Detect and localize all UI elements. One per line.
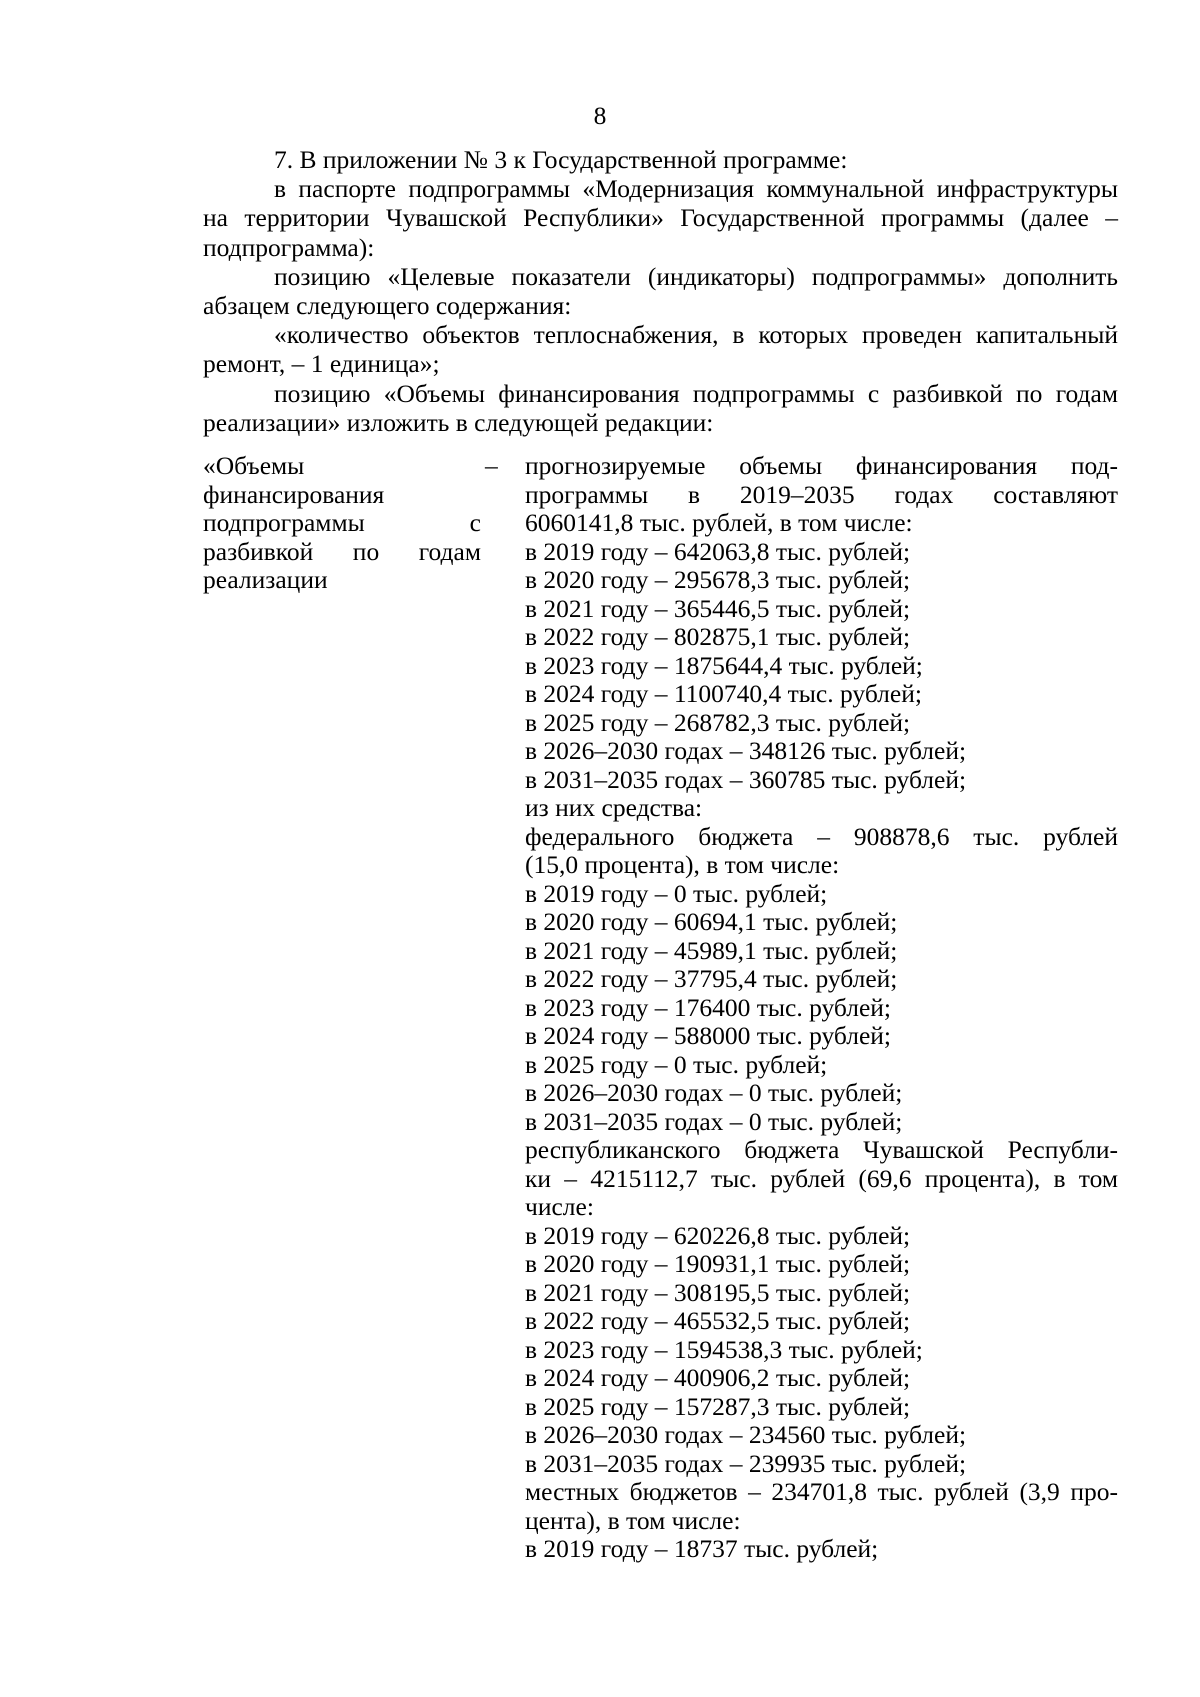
funding-line: ки – 4215112,7 тыс. рублей (69,6 процента), в том bbox=[525, 1163, 1118, 1193]
funding-line: в 2024 году – 588000 тыс. рублей; bbox=[525, 1021, 892, 1050]
funding-line: (15,0 процента), в том числе: bbox=[525, 850, 840, 879]
funding-line: в 2021 году – 308195,5 тыс. рублей; bbox=[525, 1277, 911, 1307]
funding-line: в 2021 году – 45989,1 тыс. рублей; bbox=[525, 935, 898, 965]
funding-line: республиканского бюджета Чувашской Республи- bbox=[525, 1135, 1118, 1164]
funding-line: в 2023 году – 176400 тыс. рублей; bbox=[525, 992, 892, 1022]
funding-line: в 2020 году – 60694,1 тыс. рублей; bbox=[525, 907, 898, 936]
funding-line: в 2022 году – 465532,5 тыс. рублей; bbox=[525, 1306, 911, 1335]
funding-line: в 2019 году – 620226,8 тыс. рублей; bbox=[525, 1220, 911, 1250]
funding-line: в 2020 году – 190931,1 тыс. рублей; bbox=[525, 1249, 911, 1278]
funding-line: федерального бюджета – 908878,6 тыс. рублей bbox=[525, 821, 1118, 851]
intro-paragraph: 7. В приложении № 3 к Государственной программе: bbox=[274, 145, 848, 174]
funding-line: в 2019 году – 642063,8 тыс. рублей; bbox=[525, 536, 911, 566]
funding-line: в 2025 году – 157287,3 тыс. рублей; bbox=[525, 1391, 911, 1421]
intro-paragraph: «количество объектов теплоснабжения, в которых проведен капитальный ремонт, – 1 единица»; bbox=[203, 320, 1118, 379]
intro-paragraph: в паспорте подпрограммы «Модернизация коммунальной инфраструктуры на территории Чувашской Республики» Государственной программы (далее – подпрограмма): bbox=[203, 174, 1118, 262]
funding-line: в 2023 году – 1594538,3 тыс. рублей; bbox=[525, 1334, 923, 1364]
funding-dash: – bbox=[485, 451, 498, 480]
funding-details bbox=[525, 452, 1118, 1564]
funding-line: в 2026–2030 годах – 234560 тыс. рублей; bbox=[525, 1420, 967, 1449]
funding-line: местных бюджетов – 234701,8 тыс. рублей (3,9 про- bbox=[525, 1477, 1118, 1506]
funding-line: в 2022 году – 802875,1 тыс. рублей; bbox=[525, 622, 911, 651]
funding-line: из них средства: bbox=[525, 793, 703, 822]
intro-paragraph: позицию «Объемы финансирования подпрограммы с разбивкой по годам реализации» изложить в следующей редакции: bbox=[203, 378, 1118, 437]
funding-line: в 2019 году – 0 тыс. рублей; bbox=[525, 878, 828, 908]
page-number: 8 bbox=[593, 101, 607, 130]
funding-line: в 2025 году – 0 тыс. рублей; bbox=[525, 1049, 828, 1079]
funding-line: в 2031–2035 годах – 0 тыс. рублей; bbox=[525, 1106, 903, 1136]
funding-line: в 2025 году – 268782,3 тыс. рублей; bbox=[525, 707, 911, 737]
funding-line: в 2021 году – 365446,5 тыс. рублей; bbox=[525, 593, 911, 623]
funding-line: числе: bbox=[525, 1192, 594, 1221]
funding-line: в 2026–2030 годах – 348126 тыс. рублей; bbox=[525, 736, 967, 765]
funding-line: в 2026–2030 годах – 0 тыс. рублей; bbox=[525, 1078, 903, 1107]
funding-line: 6060141,8 тыс. рублей, в том числе: bbox=[525, 508, 913, 537]
intro-paragraph: позицию «Целевые показатели (индикаторы) подпрограммы» дополнить абзацем следующего содержания: bbox=[203, 261, 1118, 321]
funding-line: в 2031–2035 годах – 360785 тыс. рублей; bbox=[525, 764, 967, 794]
funding-line: программы в 2019–2035 годах составляют bbox=[525, 479, 1118, 509]
intro-text bbox=[203, 145, 1118, 437]
funding-line: в 2024 году – 400906,2 тыс. рублей; bbox=[525, 1363, 911, 1392]
funding-line: в 2020 году – 295678,3 тыс. рублей; bbox=[525, 565, 911, 594]
funding-line: в 2024 году – 1100740,4 тыс. рублей; bbox=[525, 679, 922, 708]
funding-label: «Объемы финансирования подпрограммы с разбивкой по годам реализации bbox=[203, 451, 481, 594]
funding-line: в 2031–2035 годах – 239935 тыс. рублей; bbox=[525, 1448, 967, 1478]
funding-line: цента), в том числе: bbox=[525, 1505, 741, 1535]
funding-line: в 2019 году – 18737 тыс. рублей; bbox=[525, 1534, 879, 1563]
funding-table bbox=[203, 452, 1118, 1564]
funding-line: прогнозируемые объемы финансирования под- bbox=[525, 451, 1118, 480]
funding-line: в 2023 году – 1875644,4 тыс. рублей; bbox=[525, 650, 923, 680]
funding-line: в 2022 году – 37795,4 тыс. рублей; bbox=[525, 964, 898, 993]
